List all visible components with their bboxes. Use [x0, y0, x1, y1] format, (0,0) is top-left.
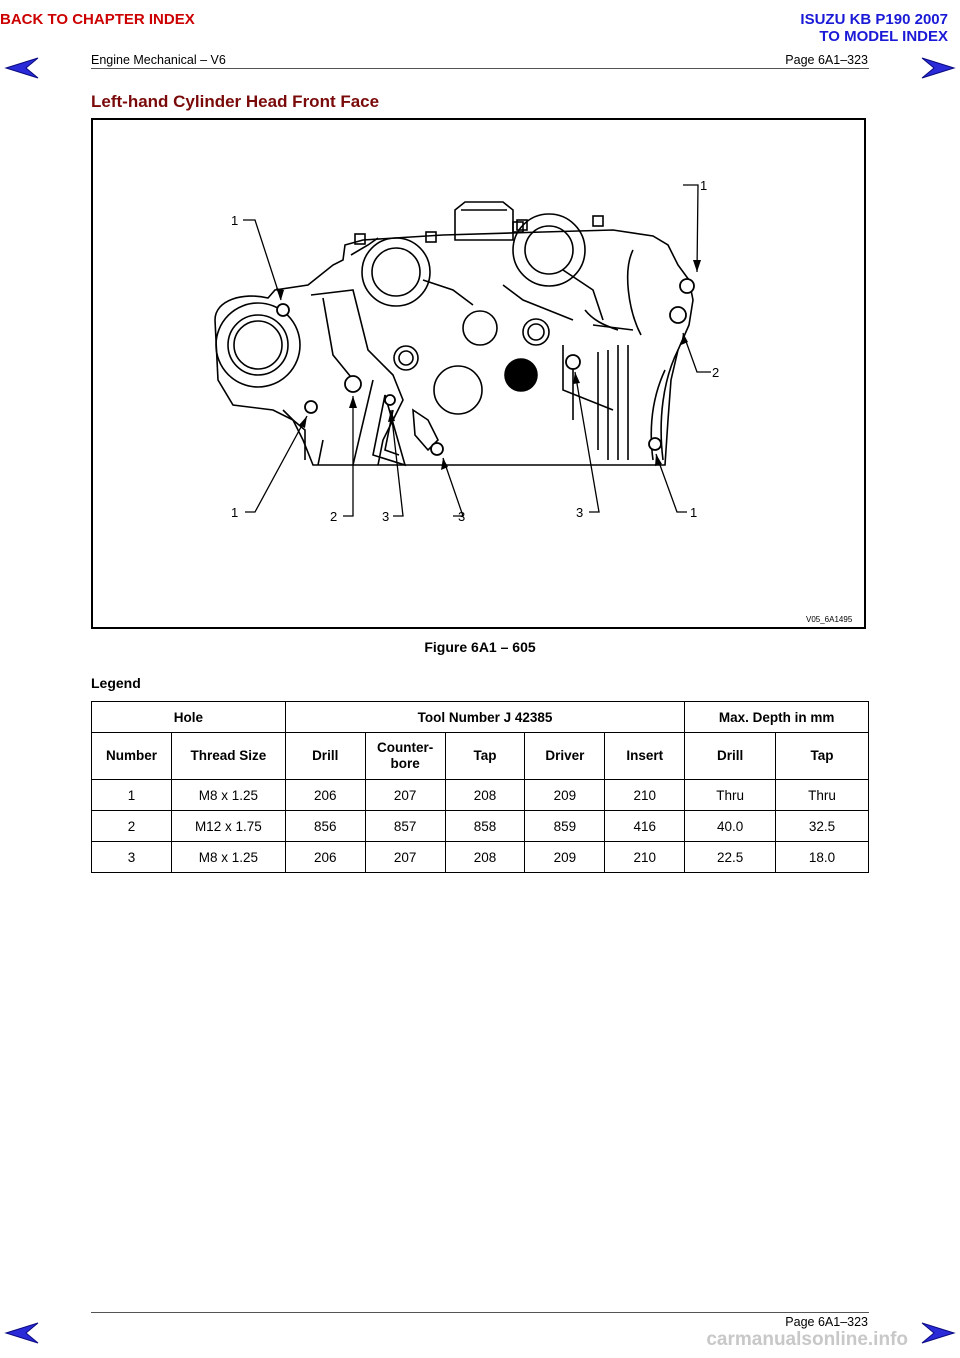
header-section: Engine Mechanical – V6 — [91, 53, 226, 67]
callout-label: 3 — [382, 509, 390, 524]
table-cell: 857 — [365, 811, 445, 842]
table-cell: M8 x 1.25 — [171, 780, 285, 811]
column-header: Drill — [685, 733, 776, 780]
callout-label: 2 — [330, 509, 338, 524]
callout-label: 1 — [231, 505, 239, 520]
figure-frame — [91, 118, 866, 629]
column-header: Thread Size — [171, 733, 285, 780]
table-cell: 856 — [285, 811, 365, 842]
callout-label: 1 — [231, 213, 239, 228]
table-row — [92, 842, 869, 873]
watermark-text: carmanualsonline.info — [706, 1329, 908, 1350]
table-cell: 207 — [365, 842, 445, 873]
table-cell: M12 x 1.75 — [171, 811, 285, 842]
header-rule — [91, 68, 869, 69]
cylinder-head-drawing — [93, 120, 864, 627]
table-cell: 40.0 — [685, 811, 776, 842]
table-cell: Thru — [776, 780, 869, 811]
column-header: Driver — [525, 733, 605, 780]
back-to-chapter-index-link[interactable]: BACK TO CHAPTER INDEX — [0, 11, 195, 28]
table-cell: 208 — [445, 780, 525, 811]
footer-page-number: Page 6A1–323 — [785, 1315, 868, 1329]
model-index-link[interactable] — [800, 11, 948, 45]
column-header: Tap — [776, 733, 869, 780]
table-cell: 209 — [525, 842, 605, 873]
column-header — [365, 733, 445, 780]
column-header-line: bore — [390, 756, 420, 771]
group-header-hole: Hole — [92, 702, 286, 733]
table-cell: 2 — [92, 811, 172, 842]
column-header-line: Counter- — [376, 740, 434, 755]
header-page-number: Page 6A1–323 — [785, 53, 868, 67]
column-header: Insert — [605, 733, 685, 780]
arrow-left-icon[interactable] — [4, 1322, 40, 1344]
column-header: Drill — [285, 733, 365, 780]
model-title: ISUZU KB P190 2007 — [800, 11, 948, 28]
table-cell: 207 — [365, 780, 445, 811]
column-header: Number — [92, 733, 172, 780]
section-title: Left-hand Cylinder Head Front Face — [91, 92, 380, 111]
table-row — [92, 811, 869, 842]
table-cell: Thru — [685, 780, 776, 811]
table-cell: 18.0 — [776, 842, 869, 873]
table-cell: M8 x 1.25 — [171, 842, 285, 873]
table-cell: 210 — [605, 842, 685, 873]
legend-label: Legend — [91, 675, 141, 691]
table-cell: 206 — [285, 842, 365, 873]
table-column-header-row — [92, 733, 869, 780]
arrow-left-icon[interactable] — [4, 57, 40, 79]
table-cell: 3 — [92, 842, 172, 873]
group-header-max-depth: Max. Depth in mm — [685, 702, 869, 733]
figure-caption: Figure 6A1 – 605 — [424, 639, 536, 655]
specification-table — [91, 701, 869, 873]
footer-rule — [91, 1312, 869, 1313]
to-model-index-label: TO MODEL INDEX — [819, 28, 948, 45]
table-cell: 1 — [92, 780, 172, 811]
figure-code: V05_6A1495 — [806, 615, 853, 624]
callout-label: 1 — [700, 178, 708, 193]
callout-label: 1 — [690, 505, 698, 520]
table-cell: 859 — [525, 811, 605, 842]
group-header-tool-number: Tool Number J 42385 — [285, 702, 684, 733]
table-cell: 416 — [605, 811, 685, 842]
table-cell: 208 — [445, 842, 525, 873]
table-cell: 22.5 — [685, 842, 776, 873]
table-cell: 209 — [525, 780, 605, 811]
column-header: Tap — [445, 733, 525, 780]
table-cell: 206 — [285, 780, 365, 811]
table-group-header-row — [92, 702, 869, 733]
callout-label: 2 — [712, 365, 720, 380]
table-cell: 32.5 — [776, 811, 869, 842]
arrow-right-icon[interactable] — [920, 1322, 956, 1344]
arrow-right-icon[interactable] — [920, 57, 956, 79]
callout-label: 3 — [576, 505, 584, 520]
callout-label: 3 — [458, 509, 466, 524]
table-row — [92, 780, 869, 811]
table-cell: 210 — [605, 780, 685, 811]
table-cell: 858 — [445, 811, 525, 842]
